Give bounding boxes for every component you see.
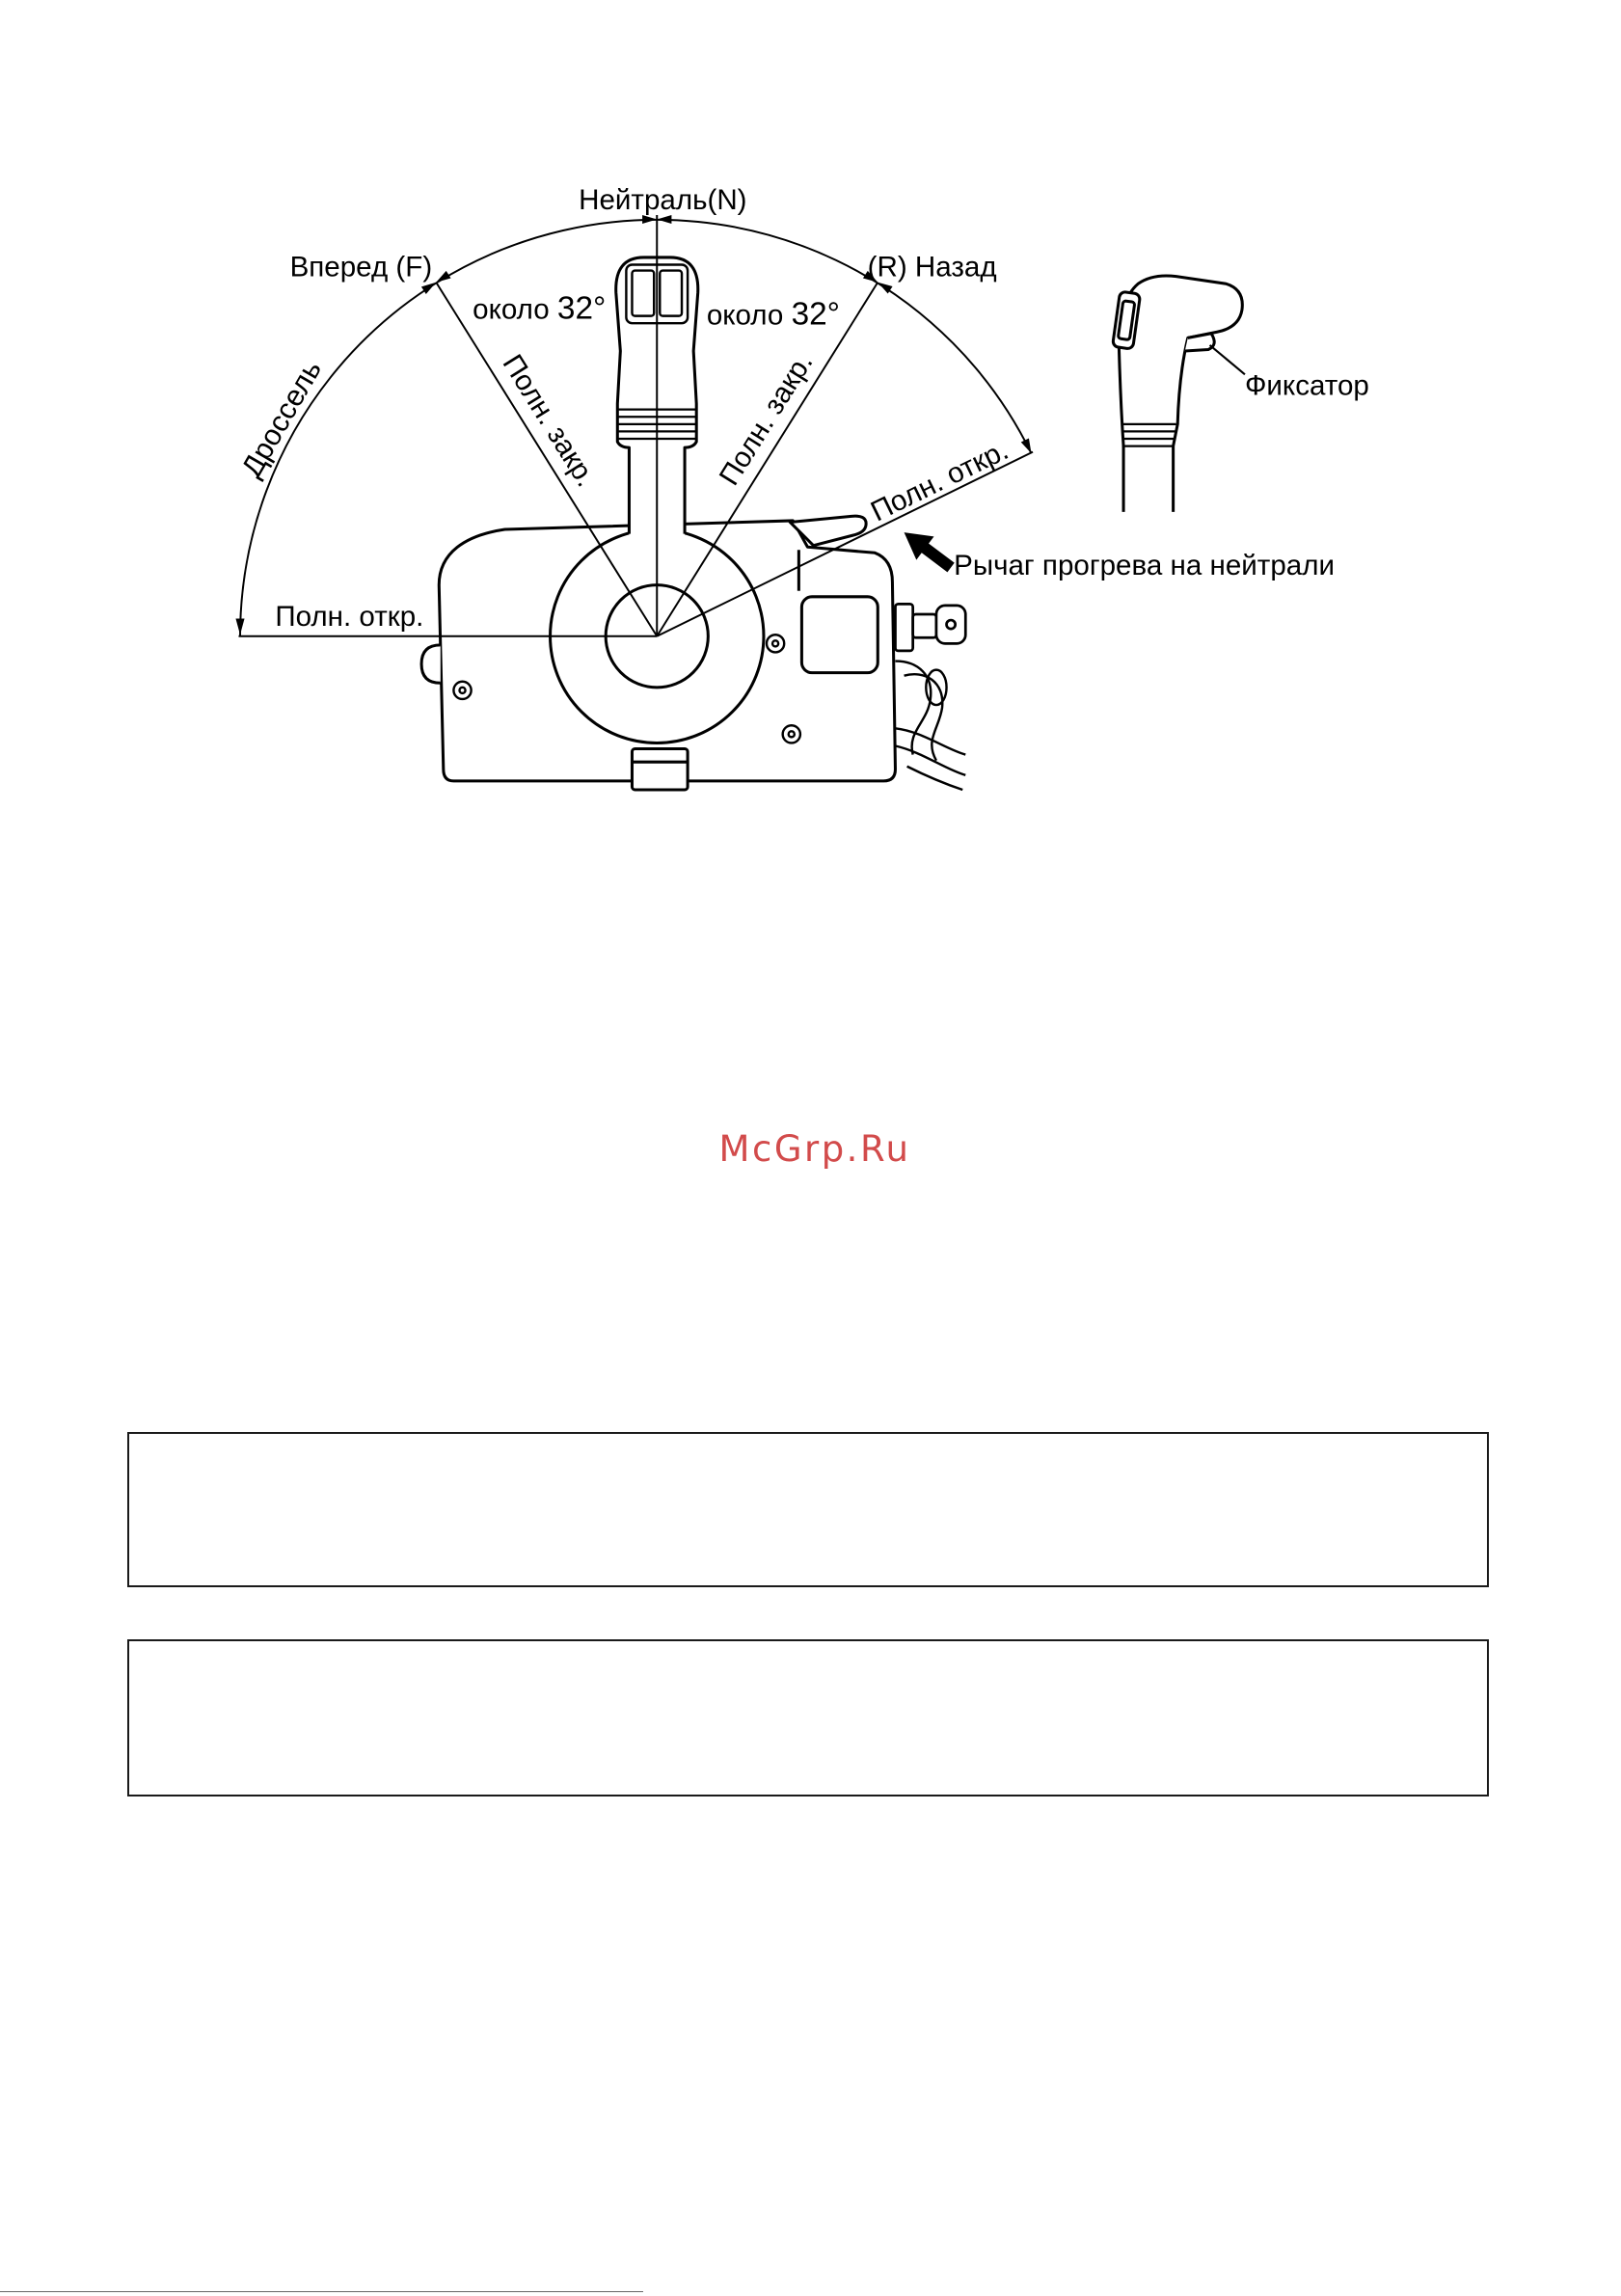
screw-left bbox=[453, 682, 471, 699]
angle-word: около bbox=[473, 293, 550, 326]
note-box-2 bbox=[127, 1639, 1489, 1796]
housing-side-knob bbox=[421, 645, 441, 683]
arrowhead bbox=[1021, 439, 1032, 454]
angle-word: около bbox=[706, 299, 784, 332]
button-right-pad bbox=[660, 271, 682, 316]
full-closed-reverse-label: Полн. закр. bbox=[713, 347, 820, 492]
lock-leader-line bbox=[1210, 345, 1245, 374]
note-box-1 bbox=[127, 1432, 1489, 1587]
screw-center bbox=[789, 731, 795, 737]
reverse-label: (R) Назад bbox=[867, 251, 997, 284]
lever-side-view bbox=[1113, 276, 1243, 512]
forward-label: Вперед (F) bbox=[289, 251, 433, 284]
lock-label: Фиксатор bbox=[1244, 369, 1369, 402]
arrowhead bbox=[436, 271, 450, 283]
full-open-forward-label: Полн. откр. bbox=[275, 601, 424, 634]
screw-center bbox=[772, 640, 778, 646]
lanyard-clip bbox=[926, 670, 946, 705]
warmup-lever-pointer-arrow bbox=[905, 532, 955, 572]
ignition-key bbox=[895, 604, 965, 651]
arrowhead bbox=[642, 215, 657, 224]
forward-angle-label bbox=[473, 291, 606, 327]
key-shaft bbox=[913, 614, 936, 637]
key-socket bbox=[895, 604, 912, 651]
arrowhead bbox=[657, 215, 671, 224]
full-open-reverse-label: Полн. откр. bbox=[865, 434, 1013, 528]
button-left-pad bbox=[632, 271, 654, 316]
lanyard-and-cables bbox=[895, 662, 965, 790]
throttle-label: Дроссель bbox=[235, 355, 329, 483]
angle-value: 32° bbox=[791, 296, 841, 333]
screw-center bbox=[460, 688, 466, 693]
housing-side-slot bbox=[801, 597, 878, 673]
watermark: McGrp.Ru bbox=[718, 1128, 911, 1170]
screw-right-lower bbox=[783, 725, 800, 743]
angle-value: 32° bbox=[556, 290, 607, 327]
bottom-rule bbox=[0, 2291, 643, 2292]
reverse-angle-label bbox=[707, 297, 840, 333]
full-closed-forward-label: Полн. закр. bbox=[496, 349, 603, 493]
lock-trigger bbox=[1185, 334, 1214, 351]
cable bbox=[895, 728, 965, 754]
bottom-cable-boss bbox=[632, 749, 688, 790]
neutral-label: Нейтраль(N) bbox=[579, 183, 747, 216]
remote-control-diagram bbox=[0, 0, 1621, 878]
screw-right-upper bbox=[767, 635, 784, 652]
warmup-lever-label: Рычаг прогрева на нейтрали bbox=[954, 550, 1335, 582]
key-hole bbox=[947, 620, 956, 629]
arrowhead bbox=[235, 619, 244, 635]
